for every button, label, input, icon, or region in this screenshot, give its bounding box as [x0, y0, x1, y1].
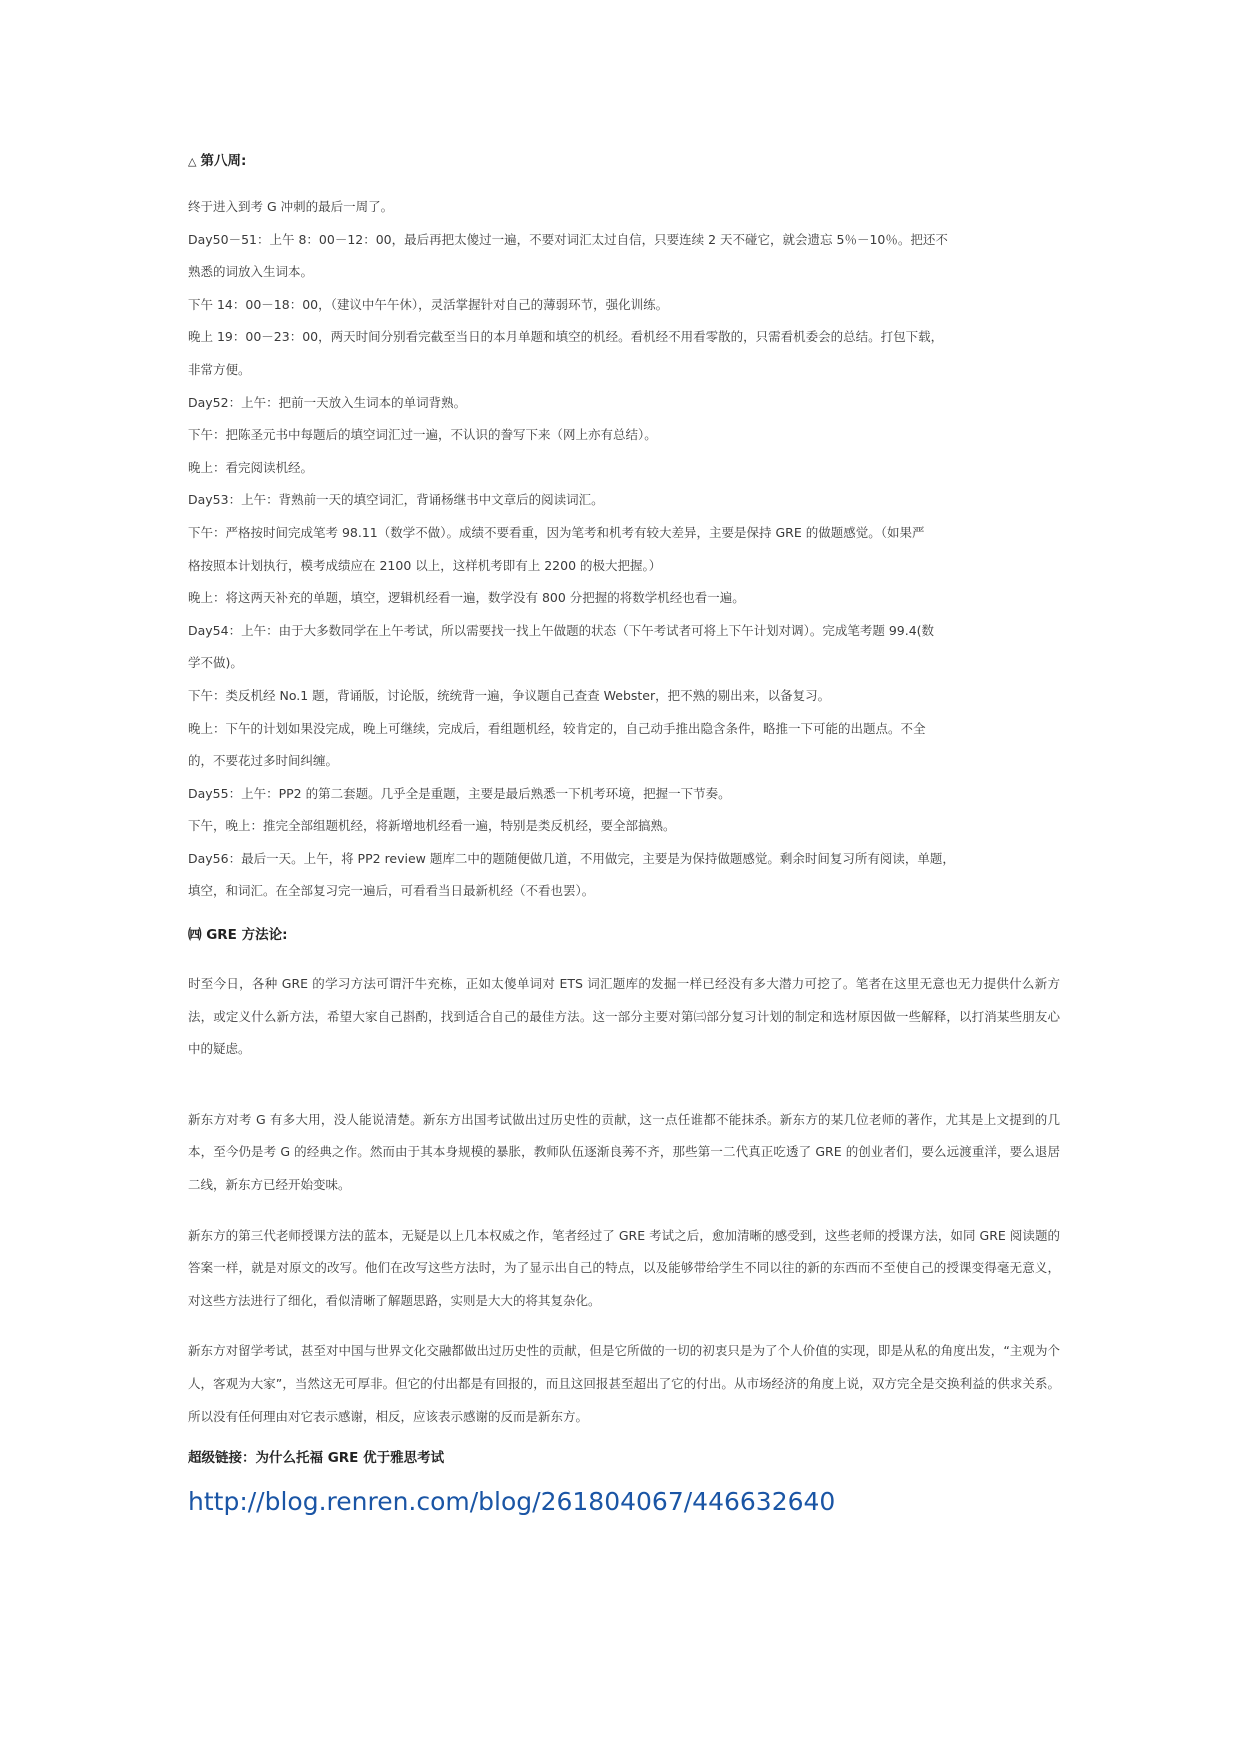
- week8-line: Day50－51：上午 8：00－12：00，最后再把太傻过一遍，不要对词汇太过自信，只要连续 2 天不碰它，就会遗忘 5％－10％。把还不: [188, 231, 948, 247]
- triangle-bullet-icon: △: [188, 155, 197, 168]
- week8-line: 填空，和词汇。在全部复习完一遍后，可看看当日最新机经（不看也罢）。: [188, 883, 595, 899]
- week8-line: 晚上：下午的计划如果没完成，晚上可继续，完成后，看组题机经，较肯定的，自己动手推出隐含条件，略推一下可能的出题点。不全: [188, 720, 926, 736]
- week8-line: 晚上：看完阅读机经。: [188, 459, 314, 475]
- week8-line: Day53：上午：背熟前一天的填空词汇，背诵杨继书中文章后的阅读词汇。: [188, 492, 604, 508]
- blog-url-link[interactable]: http://blog.renren.com/blog/261804067/446632640: [188, 1487, 836, 1517]
- week8-line: Day54：上午：由于大多数同学在上午考试，所以需要找一找上午做题的状态（下午考试者可将上下午计划对调）。完成笔考题 99.4(数: [188, 622, 935, 638]
- week8-line: Day55：上午：PP2 的第二套题。几乎全是重题，主要是最后熟悉一下机考环境，把握一下节奏。: [188, 785, 731, 801]
- week8-line: 下午：严格按时间完成笔考 98.11（数学不做）。成绩不要看重，因为笔考和机考有较大差异，主要是保持 GRE 的做题感觉。（如果严: [188, 524, 925, 540]
- document-body: [188, 150, 1060, 1519]
- week8-line: 晚上 19：00－23：00，两天时间分别看完截至当日的本月单题和填空的机经。看机经不用看零散的，只需看机委会的总结。打包下载，: [188, 329, 944, 345]
- method-paragraph: 时至今日，各种 GRE 的学习方法可谓汗牛充栋，正如太傻单词对 ETS 词汇题库的发掘一样已经没有多大潜力可挖了。笔者在这里无意也无力提供什么新方法，或定义什么新方法，希望大家自己斟酌，找到适合自己的最佳方法。这一部分主要对第㈢部分复习计划的制定和选材原因做一些解释，以打消某些朋友心中的疑虑。: [188, 976, 1060, 1057]
- method-heading: ㈣ GRE 方法论:: [188, 927, 288, 944]
- method-paragraph: 新东方对考 G 有多大用，没人能说清楚。新东方出国考试做出过历史性的贡献，这一点任谁都不能抹杀。新东方的某几位老师的著作，尤其是上文提到的几本，至今仍是考 G 的经典之作。然而由于其本身规模的暴胀，教师队伍逐渐良莠不齐，那些第一二代真正吃透了 GRE 的创业者们，要么远渡重洋，要么退居二线，新东方已经开始变味。: [188, 1111, 1060, 1193]
- week8-line: 格按照本计划执行，模考成绩应在 2100 以上，这样机考即有上 2200 的极大把握。）: [188, 557, 662, 573]
- week8-section: [188, 191, 1060, 908]
- week8-heading: △ 第八周:: [188, 153, 247, 169]
- week8-line: 下午 14：00－18：00，（建议中午午休），灵活掌握针对自己的薄弱环节，强化训练。: [188, 296, 669, 312]
- super-link-label: 超级链接：为什么托福 GRE 优于雅思考试: [188, 1450, 445, 1467]
- week8-line: 熟悉的词放入生词本。: [188, 264, 314, 280]
- week8-line: 学不做)。: [188, 655, 243, 671]
- week8-line: 下午：把陈圣元书中每题后的填空词汇过一遍，不认识的誊写下来（网上亦有总结）。: [188, 427, 657, 443]
- week8-line: 下午：类反机经 No.1 题，背诵版，讨论版，统统背一遍，争议题自己查查 Webster，把不熟的剔出来，以备复习。: [188, 687, 831, 703]
- method-paragraph: 新东方对留学考试，甚至对中国与世界文化交融都做出过历史性的贡献，但是它所做的一切的初衷只是为了个人价值的实现，即是从私的角度出发，“主观为个人，客观为大家”，当然这无可厚非。但它的付出都是有回报的，而且这回报甚至超出了它的付出。从市场经济的角度上说，双方完全是交换利益的供求关系。所以没有任何理由对它表示感谢，相反，应该表示感谢的反而是新东方。: [188, 1343, 1060, 1424]
- week8-line: 终于进入到考 G 冲刺的最后一周了。: [188, 199, 394, 214]
- week8-line: 下午，晚上：推完全部组题机经，将新增地机经看一遍，特别是类反机经，要全部搞熟。: [188, 818, 676, 834]
- method-paragraph: 新东方的第三代老师授课方法的蓝本，无疑是以上几本权威之作，笔者经过了 GRE 考试之后，愈加清晰的感受到，这些老师的授课方法，如同 GRE 阅读题的答案一样，就是对原文的改写。他们在改写这些方法时，为了显示出自己的特点，以及能够带给学生不同以往的新的东西而不至使自己的授课变得毫无意义，对这些方法进行了细化，看似清晰了解题思路，实则是大大的将其复杂化。: [188, 1227, 1060, 1308]
- week8-line: 的，不要花过多时间纠缠。: [188, 753, 339, 769]
- week8-line: Day56：最后一天。上午，将 PP2 review 题库二中的题随便做几道，不用做完，主要是为保持做题感觉。剩余时间复习所有阅读，单题，: [188, 850, 955, 866]
- week8-line: 非常方便。: [188, 361, 251, 377]
- week8-line: 晚上：将这两天补充的单题，填空，逻辑机经看一遍，数学没有 800 分把握的将数学机经也看一遍。: [188, 590, 745, 606]
- week8-line: Day52：上午：把前一天放入生词本的单词背熟。: [188, 394, 467, 410]
